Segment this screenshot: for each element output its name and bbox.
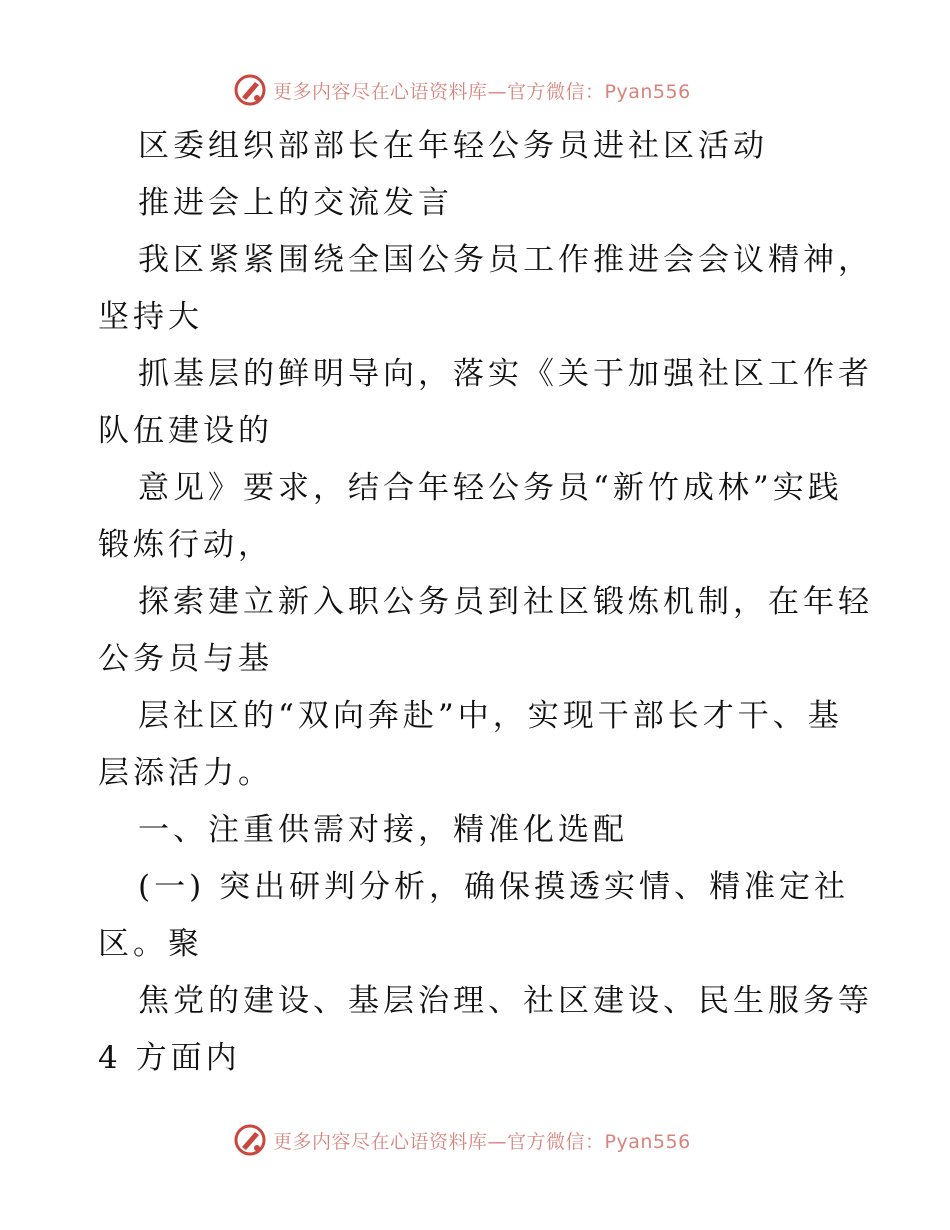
text-line: 4 方面内 — [98, 1040, 241, 1076]
text-line: 意见》要求，结合年轻公务员“新竹成林”实践 — [138, 470, 843, 506]
document-body — [98, 118, 873, 1087]
text-line: 焦党的建设、基层治理、社区建设、民生服务等 — [138, 983, 873, 1019]
text-line: (一) 突出研判分析，确保摸透实情、精准定社 — [138, 869, 850, 905]
text-line: 坚持大 — [98, 299, 203, 335]
text-line: 层社区的“双向奔赴”中，实现干部长才干、基 — [138, 698, 843, 734]
watermark-text: 更多内容尽在心语资料库—官方微信：Pyan556 — [273, 1130, 691, 1153]
seal-logo-icon — [233, 73, 267, 107]
text-line: 我区紧紧围绕全国公务员工作推进会会议精神， — [138, 242, 873, 278]
text-line: 抓基层的鲜明导向，落实《关于加强社区工作者 — [138, 356, 873, 392]
text-line: 区委组织部部长在年轻公务员进社区活动 — [138, 128, 768, 164]
text-line: 公务员与基 — [98, 641, 273, 677]
text-line: 队伍建设的 — [98, 413, 273, 449]
text-line: 锻炼行动， — [98, 527, 273, 563]
footer-watermark — [233, 1120, 753, 1160]
header-watermark — [233, 70, 753, 110]
watermark-text: 更多内容尽在心语资料库—官方微信：Pyan556 — [273, 80, 691, 103]
text-line: 探索建立新入职公务员到社区锻炼机制，在年轻 — [138, 584, 873, 620]
seal-logo-icon — [233, 1123, 267, 1157]
text-line: 一、注重供需对接，精准化选配 — [138, 812, 628, 848]
text-line: 推进会上的交流发言 — [138, 185, 453, 221]
text-line: 区。聚 — [98, 926, 203, 962]
text-line: 层添活力。 — [98, 755, 273, 791]
